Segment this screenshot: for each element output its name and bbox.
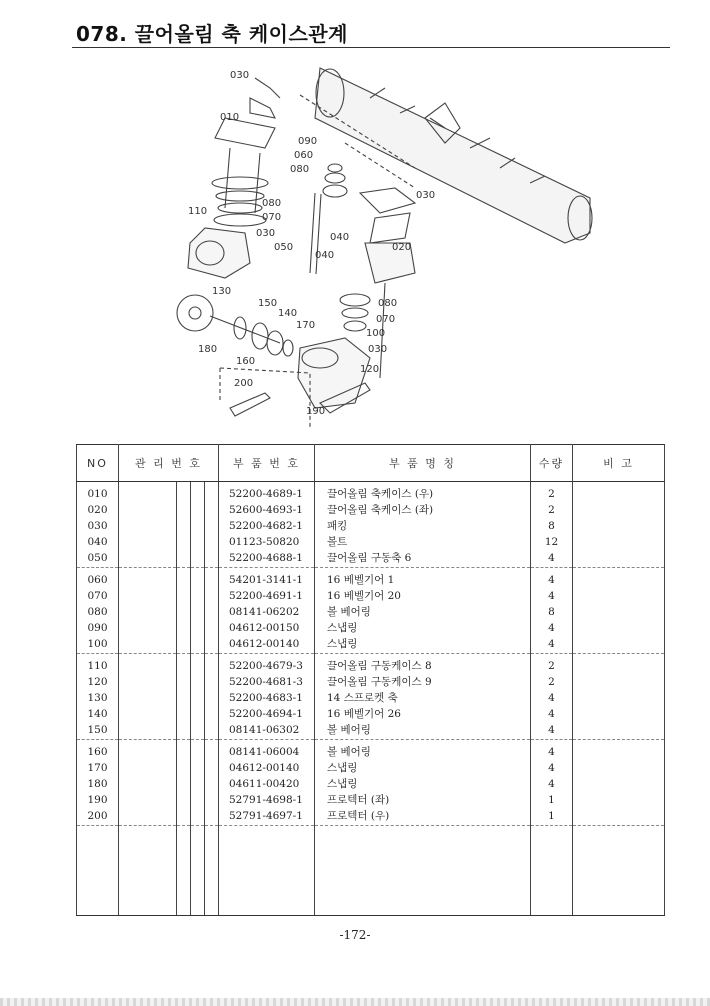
cell-remarks (573, 740, 665, 826)
header-remarks: 비 고 (573, 445, 665, 482)
callout-label: 030 (368, 344, 388, 355)
cell-no-value: 050 (87, 552, 108, 564)
scan-edge (0, 998, 710, 1006)
header-part-number: 부 품 번 호 (219, 445, 315, 482)
callout-label: 200 (234, 378, 254, 389)
cell-quantity-value: 4 (548, 692, 555, 704)
exploded-parts-diagram (170, 58, 610, 428)
cell-part-number-value: 04612-00140 (229, 762, 300, 774)
cell-no-value: 020 (87, 504, 108, 516)
cell-quantity-value: 8 (548, 606, 555, 618)
cell-part-name-value: 프로텍터 (우) (327, 810, 390, 822)
cell-sub-column (177, 654, 191, 740)
cell-part-number-value: 52200-4688-1 (229, 552, 303, 564)
cell-remarks (573, 654, 665, 740)
cell-part-number (219, 740, 315, 826)
cell-part-number-value: 08141-06004 (229, 746, 300, 758)
cell-management-number (119, 654, 177, 740)
callout-label: 020 (392, 242, 412, 253)
cell-part-name (315, 740, 531, 826)
header-management-number: 관 리 번 호 (119, 445, 219, 482)
cell-part-name-value: 볼 베어링 (327, 606, 371, 618)
cell-quantity-value: 4 (548, 638, 555, 650)
callout-label: 070 (376, 314, 396, 325)
cell-part-number-value: 04611-00420 (229, 778, 300, 790)
cell-part-number-value: 01123-50820 (229, 536, 300, 548)
cell-part-name (315, 482, 531, 568)
callout-label: 060 (294, 150, 314, 161)
cell-part-name-value: 스냅링 (327, 778, 358, 790)
header-quantity: 수량 (531, 445, 573, 482)
callout-label: 030 (416, 190, 436, 201)
callout-label: 120 (360, 364, 380, 375)
cell-part-number-value: 08141-06302 (229, 724, 300, 736)
page-title: 078. 끌어올림 축 케이스관계 (76, 22, 348, 46)
cell-part-name-value: 스냅링 (327, 622, 358, 634)
cell-quantity-value: 4 (548, 574, 555, 586)
callout-label: 140 (278, 308, 298, 319)
cell-quantity-value: 4 (548, 762, 555, 774)
cell-management-number (119, 482, 177, 568)
cell-part-name-value: 16 베벨기어 20 (327, 590, 401, 602)
cell-part-number-value: 52200-4682-1 (229, 520, 303, 532)
cell-quantity-value: 4 (548, 746, 555, 758)
cell-management-number (119, 568, 177, 654)
cell-quantity-value: 8 (548, 520, 555, 532)
cell-no (77, 654, 119, 740)
cell-part-name-value: 끌어올림 구동축 6 (327, 552, 412, 564)
callout-label: 040 (330, 232, 350, 243)
header-part-name: 부 품 명 칭 (315, 445, 531, 482)
cell-no-value: 010 (87, 488, 108, 500)
cell-part-number (219, 568, 315, 654)
cell-quantity (531, 654, 573, 740)
cell-no-value: 160 (87, 746, 108, 758)
cell-quantity-value: 4 (548, 708, 555, 720)
cell-quantity-value: 2 (548, 660, 555, 672)
page-number: -172- (339, 928, 371, 942)
cell-quantity-value: 2 (548, 676, 555, 688)
cell-part-number-value: 52200-4681-3 (229, 676, 303, 688)
cell-sub-column (205, 568, 219, 654)
callout-label: 150 (258, 298, 278, 309)
cell-part-name-value: 볼트 (327, 536, 348, 548)
callout-label: 080 (378, 298, 398, 309)
cell-management-number (119, 740, 177, 826)
cell-no-value: 040 (87, 536, 108, 548)
cell-part-number (219, 654, 315, 740)
cell-part-name-value: 끌어올림 축케이스 (좌) (327, 504, 434, 516)
cell-part-name-value: 끌어올림 구동케이스 8 (327, 660, 432, 672)
cell-part-number-value: 52200-4694-1 (229, 708, 303, 720)
header-no: NO (77, 445, 119, 482)
cell-part-number-value: 54201-3141-1 (229, 574, 303, 586)
cell-part-number-value: 52791-4698-1 (229, 794, 303, 806)
cell-part-name-value: 패킹 (327, 520, 348, 532)
cell-part-number-value: 52200-4691-1 (229, 590, 303, 602)
callout-label: 090 (298, 136, 318, 147)
cell-no (77, 568, 119, 654)
callout-label: 190 (306, 406, 326, 417)
cell-sub-column (177, 740, 191, 826)
callout-label: 080 (290, 164, 310, 175)
callout-label: 080 (262, 198, 282, 209)
callout-label: 040 (315, 250, 335, 261)
table-header-row (77, 445, 665, 482)
cell-quantity-value: 4 (548, 724, 555, 736)
cell-part-name-value: 볼 베어링 (327, 746, 371, 758)
cell-part-name-value: 볼 베어링 (327, 724, 371, 736)
callout-label: 030 (230, 70, 250, 81)
cell-remarks (573, 568, 665, 654)
cell-part-number-value: 04612-00140 (229, 638, 300, 650)
cell-part-name-value: 14 스프로켓 축 (327, 692, 398, 704)
cell-no-value: 100 (87, 638, 108, 650)
cell-sub-column (177, 568, 191, 654)
cell-sub-column (205, 740, 219, 826)
cell-part-number-value: 52600-4693-1 (229, 504, 303, 516)
cell-quantity-value: 2 (548, 504, 555, 516)
cell-no-value: 180 (87, 778, 108, 790)
cell-quantity-value: 1 (548, 794, 555, 806)
cell-part-number-value: 04612-00150 (229, 622, 300, 634)
table-group-row (77, 568, 665, 654)
cell-sub-column (205, 482, 219, 568)
cell-no-value: 150 (87, 724, 108, 736)
cell-part-name-value: 끌어올림 구동케이스 9 (327, 676, 432, 688)
cell-part-name-value: 16 베벨기어 1 (327, 574, 395, 586)
cell-part-name-value: 스냅링 (327, 638, 358, 650)
cell-quantity-value: 4 (548, 622, 555, 634)
callout-label: 050 (274, 242, 294, 253)
table-empty-row (77, 826, 665, 916)
cell-no-value: 190 (87, 794, 108, 806)
diagram-drawing (177, 68, 592, 428)
cell-part-name-value: 16 베벨기어 26 (327, 708, 401, 720)
table-group-row (77, 740, 665, 826)
cell-no-value: 140 (87, 708, 108, 720)
cell-no-value: 200 (87, 810, 108, 822)
cell-part-number-value: 52791-4697-1 (229, 810, 303, 822)
cell-sub-column (191, 654, 205, 740)
cell-quantity (531, 740, 573, 826)
cell-part-number-value: 08141-06202 (229, 606, 300, 618)
cell-part-name (315, 568, 531, 654)
callout-label: 160 (236, 356, 256, 367)
cell-no-value: 130 (87, 692, 108, 704)
callout-label: 010 (220, 112, 240, 123)
cell-no-value: 110 (87, 660, 108, 672)
cell-quantity (531, 482, 573, 568)
cell-no-value: 090 (87, 622, 108, 634)
cell-sub-column (191, 482, 205, 568)
callout-label: 070 (262, 212, 282, 223)
cell-no-value: 120 (87, 676, 108, 688)
cell-part-name-value: 스냅링 (327, 762, 358, 774)
cell-sub-column (191, 568, 205, 654)
cell-quantity (531, 568, 573, 654)
parts-table (76, 444, 665, 916)
cell-no-value: 060 (87, 574, 108, 586)
cell-sub-column (205, 654, 219, 740)
cell-remarks (573, 482, 665, 568)
cell-no-value: 170 (87, 762, 108, 774)
cell-no-value: 030 (87, 520, 108, 532)
cell-no-value: 080 (87, 606, 108, 618)
table-group-row (77, 482, 665, 568)
cell-no-value: 070 (87, 590, 108, 602)
cell-sub-column (191, 740, 205, 826)
cell-quantity-value: 12 (544, 536, 559, 548)
table-group-row (77, 654, 665, 740)
cell-no (77, 740, 119, 826)
callout-label: 130 (212, 286, 232, 297)
cell-part-name (315, 654, 531, 740)
cell-part-number (219, 482, 315, 568)
cell-quantity-value: 4 (548, 778, 555, 790)
parts-table-body (77, 482, 665, 916)
callout-label: 180 (198, 344, 218, 355)
cell-quantity-value: 4 (548, 552, 555, 564)
cell-no (77, 482, 119, 568)
cell-quantity-value: 4 (548, 590, 555, 602)
callout-label: 100 (366, 328, 386, 339)
cell-part-number-value: 52200-4683-1 (229, 692, 303, 704)
cell-quantity-value: 2 (548, 488, 555, 500)
title-rule (72, 47, 670, 48)
cell-part-name-value: 끌어올림 축케이스 (우) (327, 488, 434, 500)
cell-part-number-value: 52200-4689-1 (229, 488, 303, 500)
cell-part-name-value: 프로텍터 (좌) (327, 794, 390, 806)
cell-sub-column (177, 482, 191, 568)
cell-part-number-value: 52200-4679-3 (229, 660, 303, 672)
callout-label: 110 (188, 206, 208, 217)
callout-label: 170 (296, 320, 316, 331)
callout-label: 030 (256, 228, 276, 239)
cell-quantity-value: 1 (548, 810, 555, 822)
